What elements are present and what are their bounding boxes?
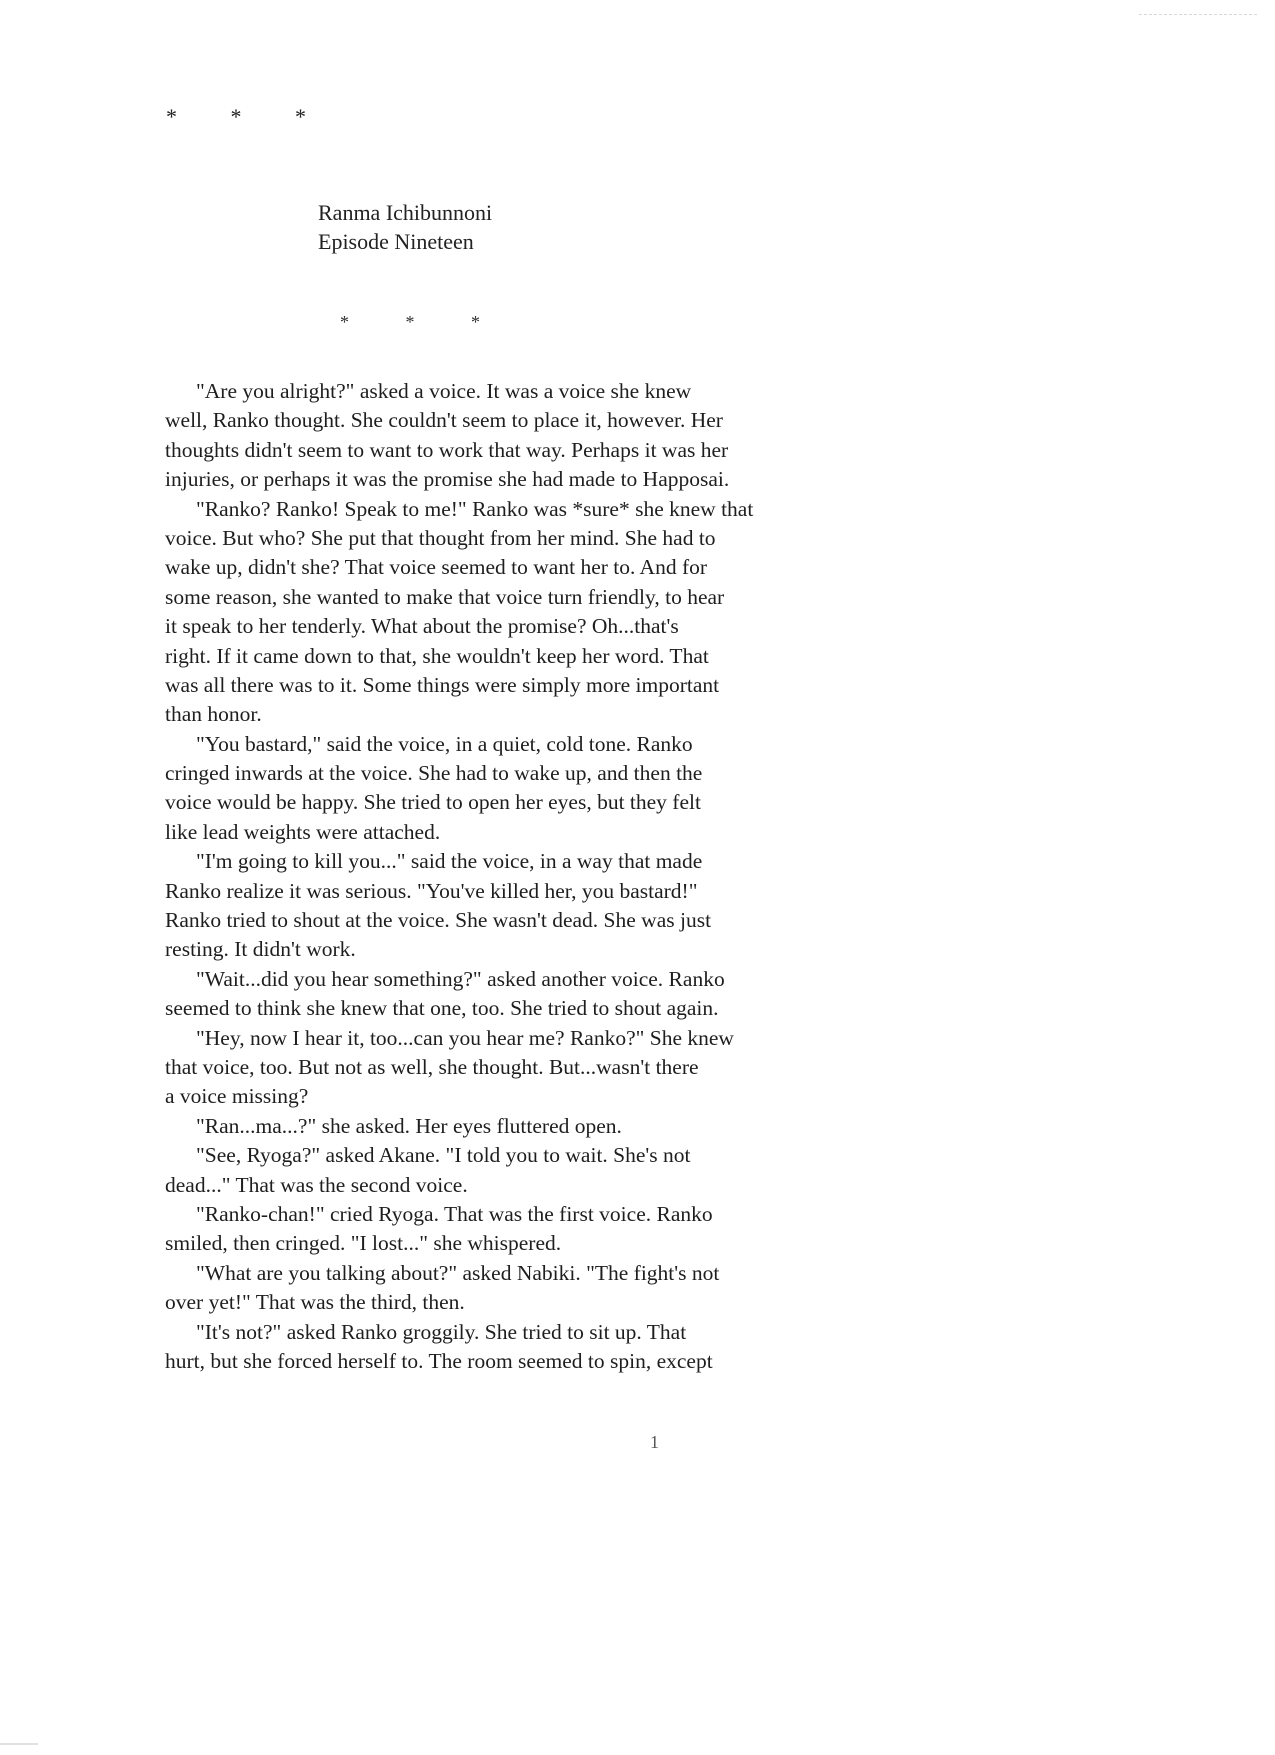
text-line: "Are you alright?" asked a voice. It was a voice she knew	[196, 379, 692, 403]
top-separator: * * *	[166, 104, 330, 129]
scan-artifact	[0, 1743, 38, 1745]
text-line: "Hey, now I hear it, too...can you hear me? Ranko?" She knew	[196, 1025, 734, 1050]
text-line: was all there was to it. Some things were simply more important	[165, 672, 720, 697]
text-line: like lead weights were attached.	[165, 819, 441, 844]
text-line: Ranko tried to shout at the voice. She wasn't dead. She was just	[165, 908, 712, 933]
text-line: over yet!" That was the third, then.	[165, 1290, 465, 1315]
text-line: thoughts didn't seem to want to work that way. Perhaps it was her	[165, 437, 729, 462]
text-line: "See, Ryoga?" asked Akane. "I told you to wait. She's not	[196, 1143, 691, 1168]
text-line: "I'm going to kill you..." said the voice, in a way that made	[196, 849, 703, 874]
text-line: "It's not?" asked Ranko groggily. She tried to sit up. That	[196, 1319, 687, 1344]
text-line: hurt, but she forced herself to. The room seemed to spin, except	[165, 1348, 713, 1373]
text-line: some reason, she wanted to make that voice turn friendly, to hear	[165, 584, 725, 609]
title-block	[318, 198, 492, 256]
scan-artifact	[1139, 14, 1257, 16]
text-line: than honor.	[165, 702, 262, 727]
text-line: injuries, or perhaps it was the promise she had made to Happosai.	[165, 467, 730, 492]
story-title: Ranma Ichibunnoni	[318, 200, 493, 225]
page-number: 1	[650, 1432, 659, 1452]
text-line: that voice, too. But not as well, she thought. But...wasn't there	[165, 1054, 699, 1079]
text-line: a voice missing?	[165, 1084, 309, 1109]
text-line: well, Ranko thought. She couldn't seem to place it, however. Her	[165, 408, 723, 433]
text-line: "Wait...did you hear something?" asked another voice. Ranko	[196, 966, 725, 991]
text-line: "Ranko-chan!" cried Ryoga. That was the first voice. Ranko	[196, 1201, 713, 1226]
text-line: it speak to her tenderly. What about the promise? Oh...that's	[165, 614, 679, 639]
text-line: wake up, didn't she? That voice seemed to want her to. And for	[165, 555, 708, 580]
text-line: smiled, then cringed. "I lost..." she whispered.	[165, 1231, 562, 1256]
text-line: seemed to think she knew that one, too. She tried to shout again.	[165, 996, 719, 1021]
text-line: "What are you talking about?" asked Nabiki. "The fight's not	[196, 1260, 720, 1285]
text-line: right. If it came down to that, she wouldn't keep her word. That	[165, 643, 709, 668]
text-line: voice would be happy. She tried to open her eyes, but they felt	[165, 790, 701, 815]
text-line: "Ranko? Ranko! Speak to me!" Ranko was *sure* she knew that	[196, 496, 754, 521]
story-body	[165, 377, 905, 1376]
text-line: "Ran...ma...?" she asked. Her eyes fluttered open.	[196, 1113, 622, 1138]
section-separator: * * *	[340, 312, 506, 332]
episode-title: Episode Nineteen	[318, 229, 474, 254]
text-line: cringed inwards at the voice. She had to wake up, and then the	[165, 761, 703, 786]
text-line: resting. It didn't work.	[165, 937, 356, 962]
text-line: "You bastard," said the voice, in a quiet, cold tone. Ranko	[196, 731, 693, 756]
text-line: dead..." That was the second voice.	[165, 1172, 468, 1197]
text-line: voice. But who? She put that thought from her mind. She had to	[165, 525, 716, 550]
text-line: Ranko realize it was serious. "You've killed her, you bastard!"	[165, 878, 698, 903]
